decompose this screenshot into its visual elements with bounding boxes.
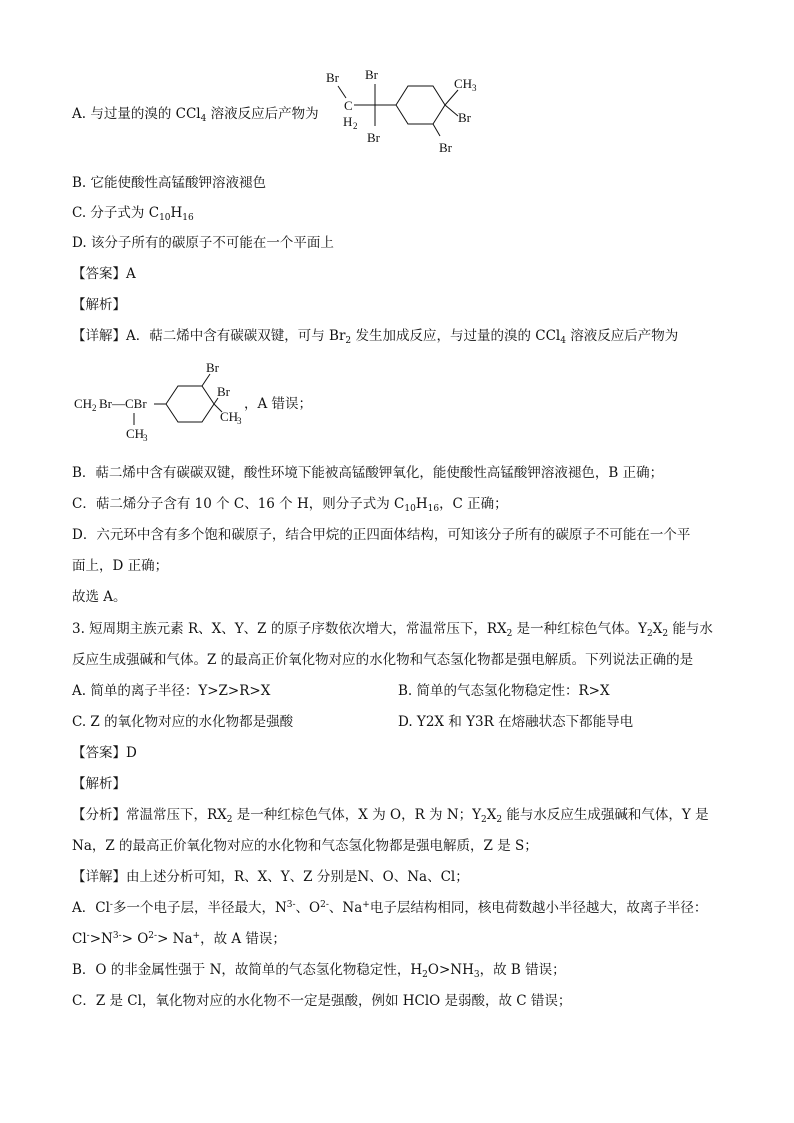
q2-detail-1: 【详解】A．萜二烯中含有碳碳双键，可与 $Br_2$ 发生加成反应，与过量的溴的 CCl$_4$ 溶液反应后产物为	[72, 328, 679, 346]
q2-detail-1-tail: ，A 错误；	[244, 396, 313, 412]
struct2-left: CH	[74, 396, 93, 411]
struct1-br-topleft: Br	[326, 70, 339, 85]
q3-stem-2: 反应生成强碱和气体。Z 的最高正价氧化物对应的水化物和气态氢化物都是强电解质。下列说法正确的是	[72, 652, 694, 668]
q3-detail-2: A．Cl-多一个电子层，半径最大，$N^{3-}$、$O^{2-}$、Na+电子层结构相同，核电荷数越小半径越大，故离子半径：	[72, 900, 708, 916]
struct1-br-bottom: Br	[367, 130, 380, 145]
q2-option-a: A. 与过量的溴的 CCl$_4$ 溶液反应后产物为	[72, 106, 319, 124]
struct1-ch3: CH	[454, 76, 473, 91]
struct1-h: H	[343, 114, 353, 129]
svg-text:3: 3	[143, 433, 148, 443]
q3-option-c: C. Z 的氧化物对应的水化物都是强酸	[72, 714, 294, 730]
struct1-br-right: Br	[458, 110, 471, 125]
q2-option-d: D. 该分子所有的碳原子不可能在一个平面上	[72, 235, 334, 251]
q2-option-b: B. 它能使酸性高锰酸钾溶液褪色	[72, 175, 267, 191]
q3-analysis-1: 【分析】常温常压下，$RX_2$ 是一种红棕色气体，X 为 O，R 为 N；$Y_2X_2$ 能与水反应生成强碱和气体，Y 是	[72, 807, 709, 825]
q3-option-b: B. 简单的气态氢化物稳定性：R>X	[398, 683, 610, 699]
q3-answer: 【答案】D	[72, 745, 137, 761]
q3-detail-4: B．O 的非金属性强于 N，故简单的气态氢化物稳定性，$H_2O>NH_3$，故 B 错误；	[72, 962, 566, 980]
svg-text:2: 2	[92, 403, 97, 413]
struct2-br-top: Br	[206, 360, 219, 375]
q2-answer: 【答案】A	[72, 266, 136, 282]
q3-analysis-2: Na，Z 的最高正价氧化物对应的水化物和气态氢化物都是强电解质，Z 是 S；	[72, 838, 538, 854]
struct2-ch3-bottom: CH	[126, 426, 145, 441]
q3-stem-1: 3. 短周期主族元素 R、X、Y、Z 的原子序数依次增大，常温常压下，$RX_2$ 是一种红棕色气体。$Y_2X_2$ 能与水	[72, 621, 713, 639]
q2-detail-2: B．萜二烯中含有碳碳双键，酸性环境下能被高锰酸钾氧化，能使酸性高锰酸钾溶液褪色，B 正确；	[72, 465, 664, 481]
struct1-br-bottomright: Br	[439, 140, 452, 155]
q3-detail-1: 【详解】由上述分析可知，R、X、Y、Z 分别是N、O、Na、Cl；	[72, 869, 469, 885]
q2-analysis-heading: 【解析】	[72, 297, 126, 313]
svg-text:Br—CBr: Br—CBr	[99, 396, 147, 411]
svg-text:3: 3	[472, 83, 477, 93]
q2-detail-3: C．萜二烯分子含有 10 个 C、16 个 H，则分子式为 $C_{10}H_{16}$，C 正确；	[72, 496, 508, 514]
struct2-br-mid: Br	[217, 384, 230, 399]
q3-detail-3: $Cl^->N^{3-}> O^{2-}> Na^+$，故 A 错误；	[72, 931, 286, 947]
q3-detail-5: C．Z 是 Cl，氧化物对应的水化物不一定是强酸，例如 HClO 是弱酸，故 C 错误；	[72, 993, 572, 1009]
q2-detail-4a: D．六元环中含有多个饱和碳原子，结合甲烷的正四面体结构，可知该分子所有的碳原子不可能在一个平	[72, 527, 691, 543]
structure-condensed	[72, 358, 272, 448]
svg-text:2: 2	[353, 121, 358, 131]
struct1-br-top: Br	[365, 67, 378, 82]
structure-tetrabromide	[318, 64, 498, 164]
q2-conclusion: 故选 A。	[72, 589, 127, 605]
svg-text:3: 3	[237, 416, 242, 426]
struct1-c: C	[344, 98, 353, 113]
q3-analysis-heading: 【解析】	[72, 776, 126, 792]
q3-option-d: D. Y2X 和 Y3R 在熔融状态下都能导电	[398, 714, 634, 730]
q3-option-a: A. 简单的离子半径：Y>Z>R>X	[72, 683, 271, 699]
q2-detail-4b: 面上，D 正确；	[72, 558, 169, 574]
struct2-ch3-right: CH	[220, 409, 239, 424]
q2-option-c: C. 分子式为 $C_{10}H_{16}$	[72, 205, 194, 223]
